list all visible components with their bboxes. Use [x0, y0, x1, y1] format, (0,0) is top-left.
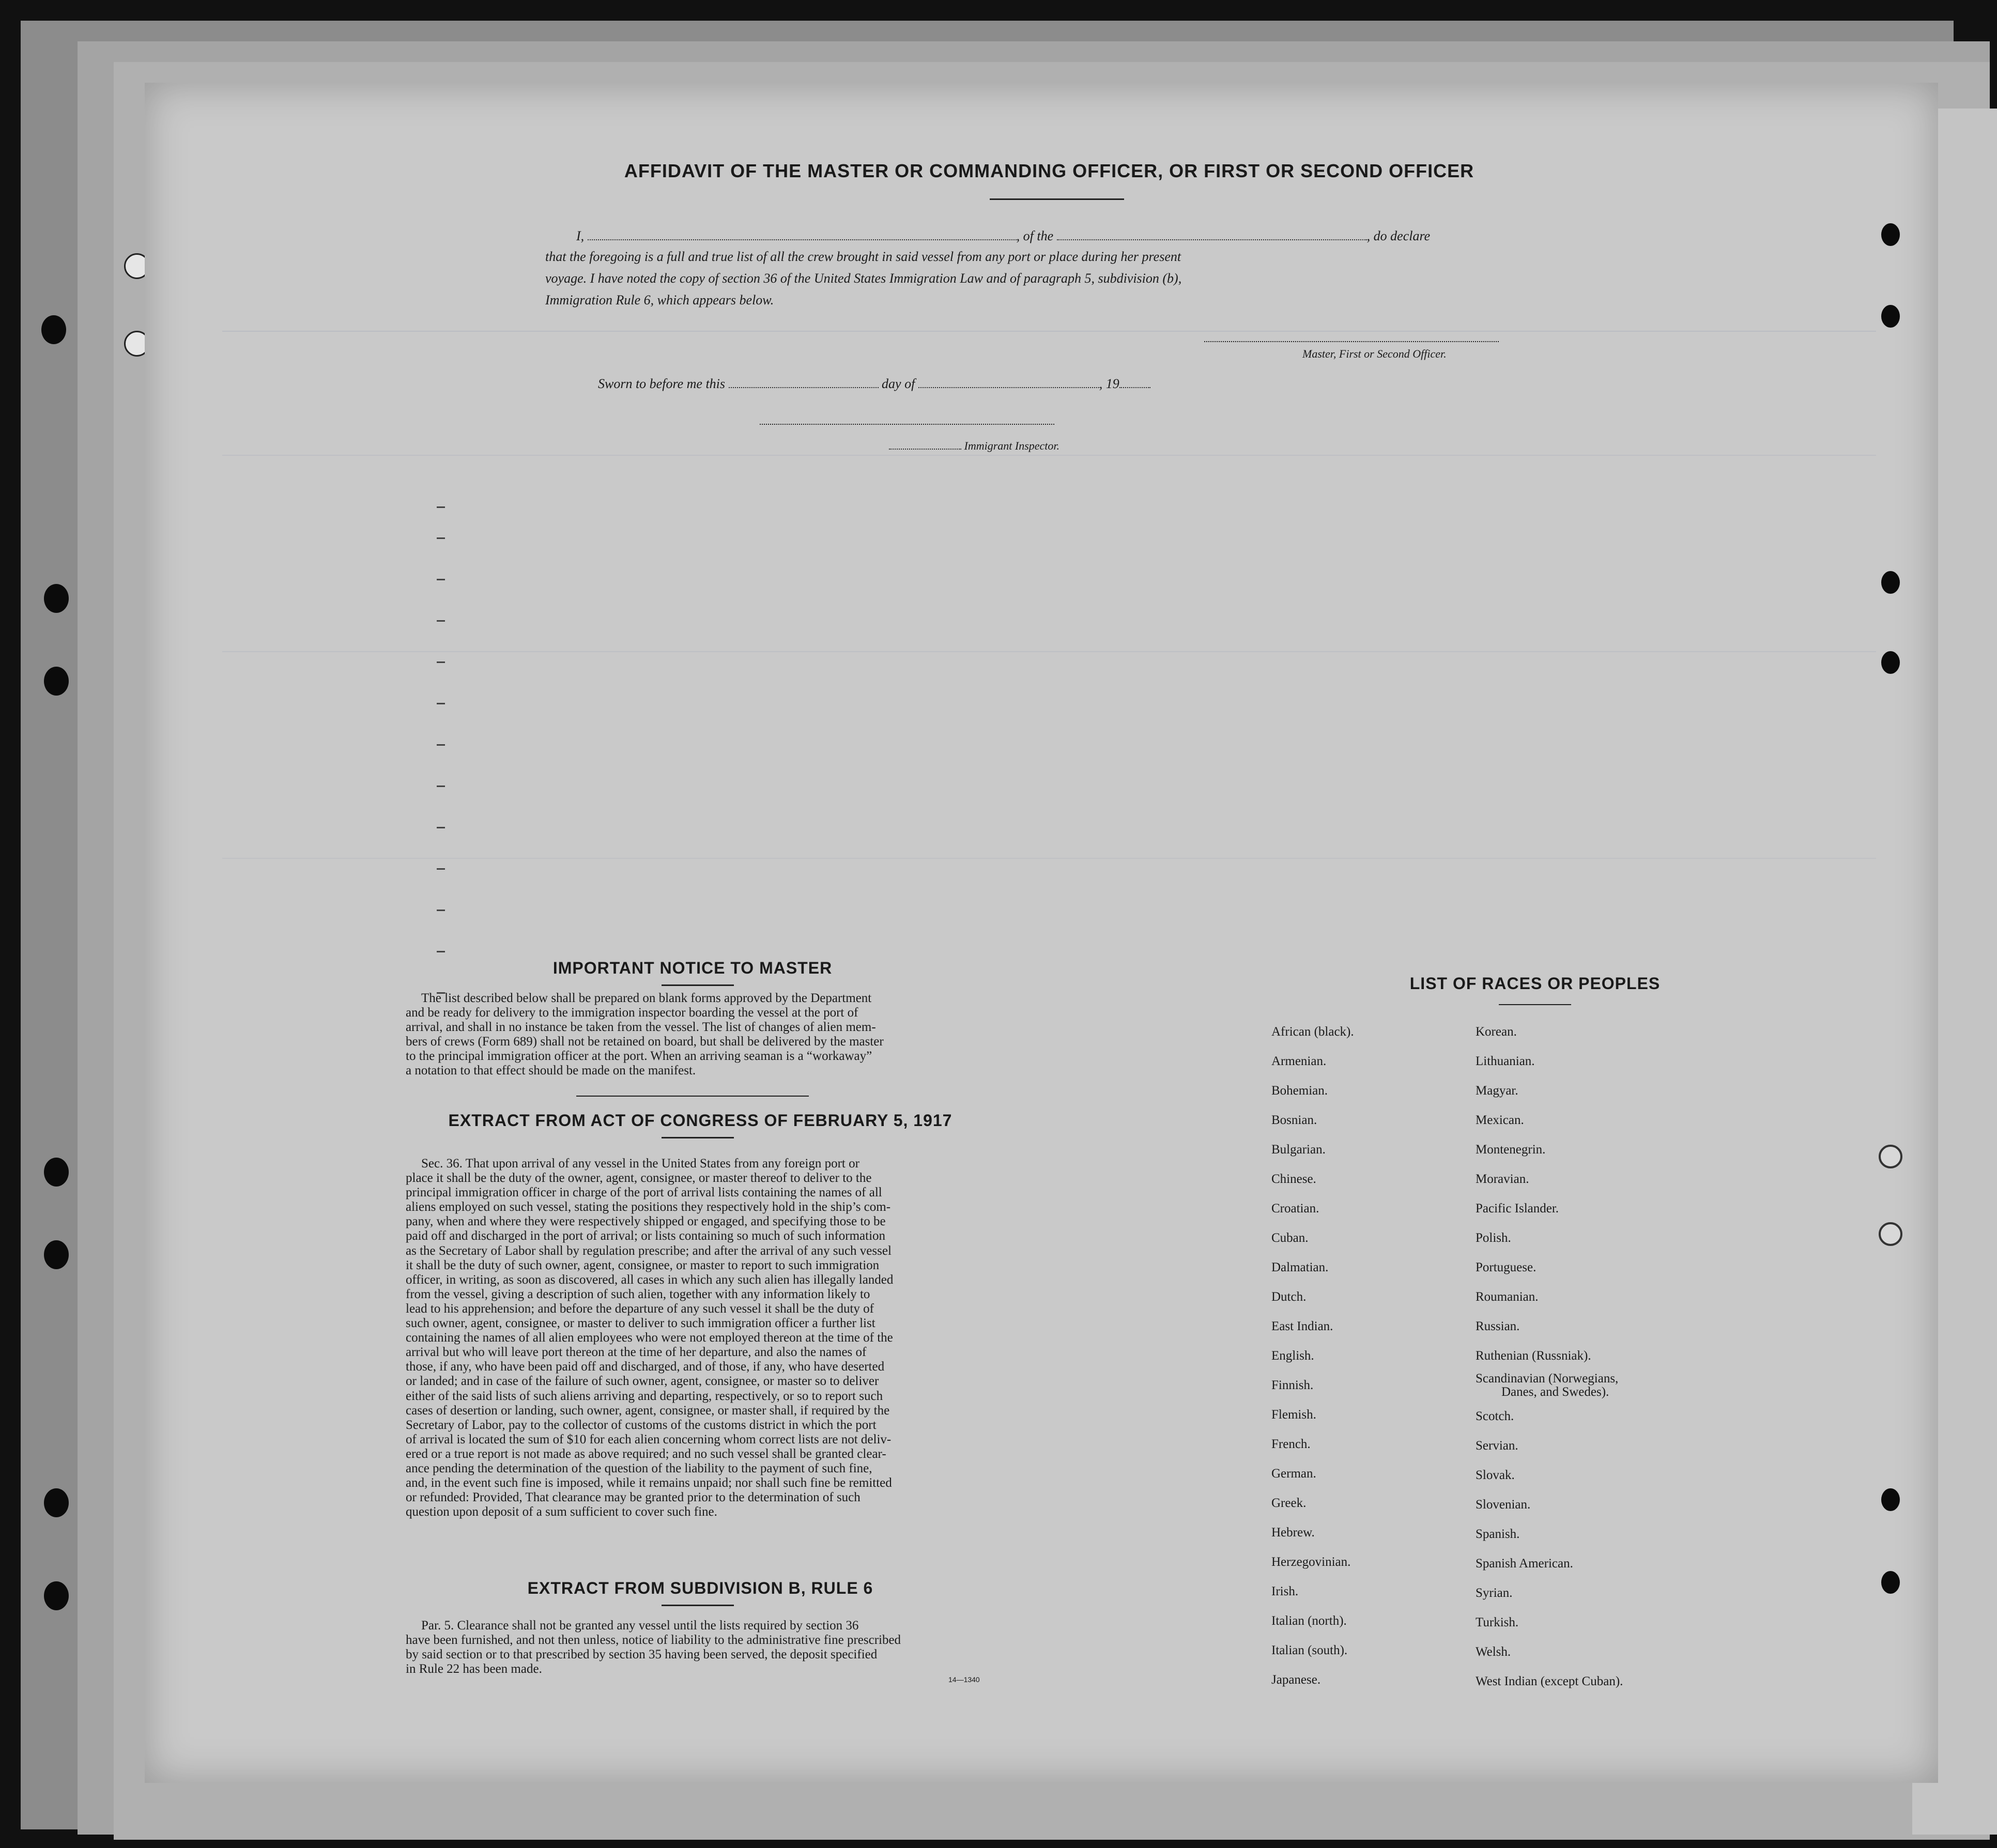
year-label: , 19: [1099, 376, 1119, 391]
extract-line: cases of desertion or landing, such owner, agent, consignee, or master shall, if required by the: [406, 1403, 890, 1418]
races-left-column: [1271, 1017, 1442, 1695]
race-item: Spanish.: [1476, 1527, 1520, 1541]
binder-hole: [44, 1158, 69, 1187]
rule-line: by said section or to that prescribed by section 35 having been served, the deposit specified: [406, 1647, 878, 1661]
race-item: French.: [1271, 1437, 1311, 1451]
race-item: Korean.: [1476, 1025, 1517, 1039]
notice-line: The list described below shall be prepared on blank forms approved by the Department: [421, 991, 872, 1005]
notice-line: and be ready for delivery to the immigration inspector boarding the vessel at the port of: [406, 1006, 858, 1020]
notice-line: bers of crews (Form 689) shall not be retained on board, but shall be delivered by the master: [406, 1035, 884, 1049]
binder-hole: [44, 667, 69, 696]
extract-line: arrival but who will leave port thereon at the time of her departure, and also the names of: [406, 1345, 867, 1360]
sworn-month-field[interactable]: [918, 377, 1099, 388]
extract-line: containing the names of all alien employees who were not employed thereon at the time of the: [406, 1331, 893, 1345]
race-item-scandinavian: Scandinavian (Norwegians,: [1476, 1372, 1619, 1385]
race-item: Slovenian.: [1476, 1498, 1531, 1512]
binder-hole: [44, 1581, 69, 1610]
inspector-label: Immigrant Inspector.: [889, 439, 1059, 453]
declarant-name-field[interactable]: [588, 229, 1017, 240]
race-item: English.: [1271, 1349, 1314, 1363]
notice-title: IMPORTANT NOTICE TO MASTER: [552, 959, 833, 977]
extract-line: or refunded: Provided, That clearance may be granted prior to the determination of such: [406, 1490, 861, 1505]
sworn-line: [598, 376, 1150, 392]
race-item: Lithuanian.: [1476, 1054, 1535, 1068]
extract-line: such owner, agent, consignee, or master to deliver to such immigration officer a further list: [406, 1316, 875, 1331]
affidavit-line-4: Immigration Rule 6, which appears below.: [545, 292, 774, 307]
race-item: Japanese.: [1271, 1673, 1321, 1687]
binder-hole: [1879, 1145, 1902, 1168]
race-item: Italian (north).: [1271, 1614, 1347, 1628]
extract-line: question upon deposit of a sum sufficient to cover such fine.: [406, 1505, 717, 1519]
binder-hole: [41, 315, 66, 344]
extract-line: those, if any, who have been paid off and discharged, and of those, if any, who have deserted: [406, 1360, 885, 1374]
affidavit-sheet: [145, 83, 1938, 1783]
race-item: Bosnian.: [1271, 1113, 1317, 1127]
sworn-label: Sworn to before me this: [598, 376, 726, 391]
extract-line: ered or a true report is not made as above required; and no such vessel shall be granted clear-: [406, 1446, 886, 1461]
rule-line: have been furnished, and not then unless, notice of liability to the administrative fine prescribed: [406, 1633, 901, 1647]
race-item: Syrian.: [1476, 1586, 1513, 1600]
affidavit-i-label: I,: [576, 228, 585, 243]
race-item-scandinavian-cont: Danes, and Swedes).: [1501, 1385, 1609, 1399]
binder-hole: [1881, 651, 1900, 674]
master-signature-label: Master, First or Second Officer.: [1302, 347, 1447, 360]
affidavit-line-2: that the foregoing is a full and true list of all the crew brought in said vessel from any port or place during her present: [545, 249, 1181, 264]
affidavit-of-the-label: , of the: [1016, 228, 1054, 243]
race-item: Spanish American.: [1476, 1557, 1573, 1570]
extract-line: paid off and discharged in the port of arrival; or lists containing so much of such information: [406, 1229, 886, 1243]
extract-line: ance pending the determination of the question of the liability to the payment of such fine,: [406, 1461, 872, 1475]
race-item: Pacific Islander.: [1476, 1202, 1559, 1215]
inspector-signature-field[interactable]: [760, 423, 1054, 425]
race-item: Welsh.: [1476, 1645, 1511, 1659]
race-item: Armenian.: [1271, 1054, 1327, 1068]
races-title: LIST OF RACES OR PEOPLES: [1409, 974, 1661, 993]
affidavit-title: AFFIDAVIT OF THE MASTER OR COMMANDING OFFICER, OR FIRST OR SECOND OFFICER: [624, 160, 1474, 181]
race-item: Irish.: [1271, 1584, 1299, 1598]
rule-line: Par. 5. Clearance shall not be granted any vessel until the lists required by section 36: [421, 1619, 859, 1633]
binder-hole: [1881, 305, 1900, 328]
races-underline: [1499, 1004, 1571, 1005]
extract-line: pany, when and where they were respectively shipped or engaged, and specifying those to be: [406, 1214, 886, 1229]
notice-body: [406, 991, 995, 1078]
extract-line: place it shall be the duty of the owner, agent, consignee, or master thereof to deliver to the: [406, 1171, 872, 1185]
race-item: Mexican.: [1476, 1113, 1524, 1127]
extract-rule-underline: [662, 1605, 734, 1606]
race-item: Greek.: [1271, 1496, 1307, 1510]
notice-line: arrival, and shall in no instance be taken from the vessel. The list of changes of alien mem-: [406, 1020, 876, 1034]
race-item: Roumanian.: [1476, 1290, 1539, 1304]
rule-line: in Rule 22 has been made.: [406, 1662, 542, 1676]
notice-underline: [662, 984, 734, 986]
race-item: Ruthenian (Russniak).: [1476, 1349, 1591, 1363]
day-of-label: day of: [882, 376, 915, 391]
extract-act-title: EXTRACT FROM ACT OF CONGRESS OF FEBRUARY 5, 1917: [448, 1111, 953, 1130]
race-item: Bohemian.: [1271, 1084, 1328, 1098]
race-item: Scotch.: [1476, 1409, 1514, 1423]
form-number: 14—1340: [948, 1675, 980, 1684]
extract-line: it shall be the duty of such owner, agent, consignee, or master to report to such immigration: [406, 1258, 880, 1272]
extract-line: as the Secretary of Labor shall by regulation prescribe; and after the arrival of any such vessel: [406, 1243, 892, 1258]
race-item: Italian (south).: [1271, 1643, 1348, 1657]
race-item: Moravian.: [1476, 1172, 1529, 1186]
extract-line: Secretary of Labor, pay to the collector of customs of the customs district in which the port: [406, 1418, 877, 1432]
divider: [576, 1096, 809, 1097]
race-item: Herzegovinian.: [1271, 1555, 1351, 1569]
race-item: Dutch.: [1271, 1290, 1307, 1304]
sworn-day-field[interactable]: [729, 377, 879, 388]
extract-line: and, in the event such fine is imposed, while it remains unpaid; nor shall such fine be remitted: [406, 1476, 892, 1490]
extract-line: or landed; and in case of the failure of such owner, agent, consignee, or master so to deliver: [406, 1374, 879, 1389]
extract-rule-body: [406, 1619, 995, 1676]
binder-hole: [1881, 571, 1900, 594]
extract-line: principal immigration officer in charge of the port of arrival lists containing the names of all: [406, 1185, 882, 1200]
race-item: Magyar.: [1476, 1084, 1518, 1098]
binder-hole: [44, 584, 69, 613]
extract-rule-title: EXTRACT FROM SUBDIVISION B, RULE 6: [527, 1579, 873, 1597]
master-signature-field[interactable]: [1204, 340, 1499, 342]
race-item: [1476, 1370, 1765, 1402]
binder-hole: [1881, 1571, 1900, 1594]
binder-hole: [1881, 1488, 1900, 1511]
race-item: Dalmatian.: [1271, 1260, 1329, 1274]
race-item: Cuban.: [1271, 1231, 1309, 1245]
race-item: Croatian.: [1271, 1202, 1319, 1215]
race-item: West Indian (except Cuban).: [1476, 1674, 1623, 1688]
race-item: Montenegrin.: [1476, 1143, 1546, 1157]
sworn-year-field[interactable]: [1119, 377, 1150, 388]
races-right-column: [1476, 1017, 1765, 1696]
race-item: Servian.: [1476, 1439, 1518, 1453]
title-underline: [990, 198, 1124, 200]
race-item: East Indian.: [1271, 1319, 1333, 1333]
binder-hole: [1879, 1222, 1902, 1246]
race-item: Slovak.: [1476, 1468, 1515, 1482]
notice-line: a notation to that effect should be made on the manifest.: [406, 1064, 696, 1077]
extract-line: aliens employed on such vessel, stating the positions they respectively hold in the ship’s com-: [406, 1200, 891, 1214]
race-item: Chinese.: [1271, 1172, 1316, 1186]
affidavit-line-3: voyage. I have noted the copy of section 36 of the United States Immigration Law and of paragraph 5, subdivision (b),: [545, 271, 1182, 286]
extract-line: from the vessel, giving a description of such alien, together with any information likely to: [406, 1287, 870, 1301]
extract-line: lead to his apprehension; and before the departure of any such vessel it shall be the duty of: [406, 1301, 874, 1316]
extract-line: of arrival is located the sum of $10 for each alien concerning whom correct lists are not deliv-: [406, 1432, 892, 1446]
binder-hole: [44, 1240, 69, 1269]
affidavit-line-1: [576, 228, 1724, 244]
extract-line: either of the said lists of such aliens arriving and departing, respectively, or so to report such: [406, 1389, 883, 1403]
binder-hole: [1881, 223, 1900, 246]
vessel-name-field[interactable]: [1057, 229, 1367, 240]
race-item: German.: [1271, 1467, 1316, 1481]
notice-line: to the principal immigration officer at the port. When an arriving seaman is a “workaway”: [406, 1049, 872, 1063]
race-item: African (black).: [1271, 1025, 1354, 1039]
race-item: Bulgarian.: [1271, 1143, 1326, 1157]
race-item: Portuguese.: [1476, 1260, 1537, 1274]
extract-underline: [662, 1137, 734, 1138]
race-item: Polish.: [1476, 1231, 1511, 1245]
race-item: Hebrew.: [1271, 1526, 1315, 1539]
race-item: Flemish.: [1271, 1408, 1316, 1422]
extract-line: Sec. 36. That upon arrival of any vessel in the United States from any foreign port or: [421, 1157, 859, 1171]
extract-act-body: [406, 1157, 995, 1519]
race-item: Finnish.: [1271, 1378, 1314, 1392]
race-item: Turkish.: [1476, 1615, 1519, 1629]
race-item: Russian.: [1476, 1319, 1520, 1333]
extract-line: officer, in writing, as soon as discovered, all cases in which any such alien has illegally landed: [406, 1272, 894, 1287]
affidavit-declare-label: , do declare: [1366, 228, 1431, 243]
binder-hole: [44, 1488, 69, 1517]
